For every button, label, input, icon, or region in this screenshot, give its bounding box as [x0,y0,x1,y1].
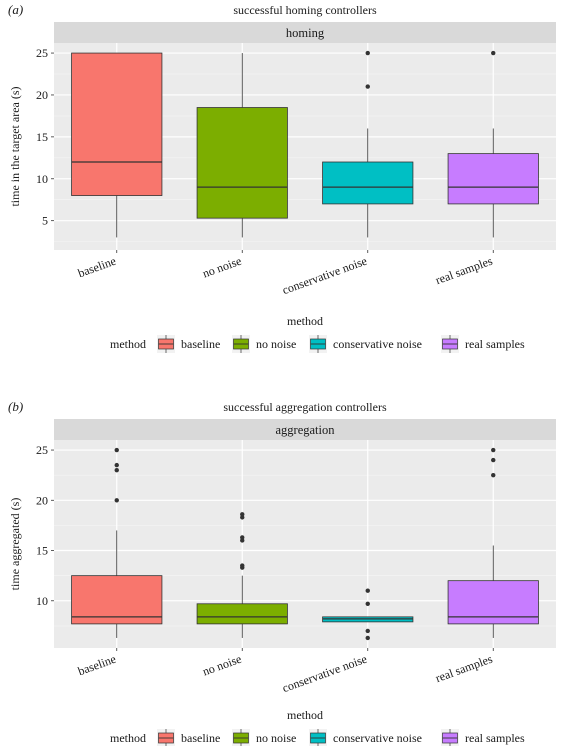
outlier-point [240,512,244,516]
y-axis-title: time aggregated (s) [8,497,22,591]
y-tick-label: 25 [36,46,48,61]
y-tick-label: 20 [36,493,48,508]
chart-panel-2 [8,399,556,746]
x-axis-title: method [287,708,323,722]
x-tick-label: real samples [433,651,495,686]
outlier-point [366,629,370,633]
y-tick-label: 15 [36,543,48,558]
outlier-point [115,448,119,452]
outlier-point [491,51,495,55]
chart-panel-1 [8,2,556,353]
outlier-point [115,468,119,472]
outlier-point [240,535,244,539]
x-tick-label: baseline [76,651,118,679]
x-tick-label: no noise [200,651,244,679]
y-axis-title: time in the target area (s) [8,86,22,207]
legend-label: real samples [465,731,525,745]
x-tick-label: no noise [200,253,244,281]
legend-label: conservative noise [333,731,422,745]
outlier-point [366,589,370,593]
panel-label: (b) [8,399,24,414]
outlier-point [366,84,370,88]
outlier-point [491,458,495,462]
box-body [448,154,538,204]
legend-title: method [110,731,146,745]
legend-label: real samples [465,337,525,351]
y-tick-label: 5 [42,213,48,228]
box-body [197,604,287,624]
outlier-point [491,473,495,477]
chart-title: successful homing controllers [233,3,377,17]
legend-label: no noise [256,337,297,351]
outlier-point [366,636,370,640]
box-body [323,162,413,204]
box-body [197,108,287,219]
legend-label: baseline [181,731,221,745]
outlier-point [366,602,370,606]
x-tick-label: conservative noise [280,651,369,696]
legend-title: method [110,337,146,351]
y-tick-label: 10 [36,171,48,186]
y-tick-label: 10 [36,593,48,608]
legend-label: conservative noise [333,337,422,351]
x-axis-title: method [287,314,323,328]
chart-title: successful aggregation controllers [223,400,387,414]
outlier-point [115,498,119,502]
legend [110,335,525,353]
outlier-point [240,563,244,567]
x-tick-label: conservative noise [280,253,369,298]
legend-label: baseline [181,337,221,351]
outlier-point [491,448,495,452]
facet-strip-label: homing [285,26,325,40]
x-tick-label: baseline [76,253,118,281]
legend-label: no noise [256,731,297,745]
legend [110,729,525,746]
outlier-point [366,51,370,55]
y-tick-label: 20 [36,87,48,102]
box-body [72,53,162,195]
panel-label: (a) [8,2,24,17]
y-tick-label: 25 [36,443,48,458]
facet-strip-label: aggregation [275,423,335,437]
outlier-point [115,463,119,467]
x-tick-label: real samples [433,253,495,288]
y-tick-label: 15 [36,129,48,144]
